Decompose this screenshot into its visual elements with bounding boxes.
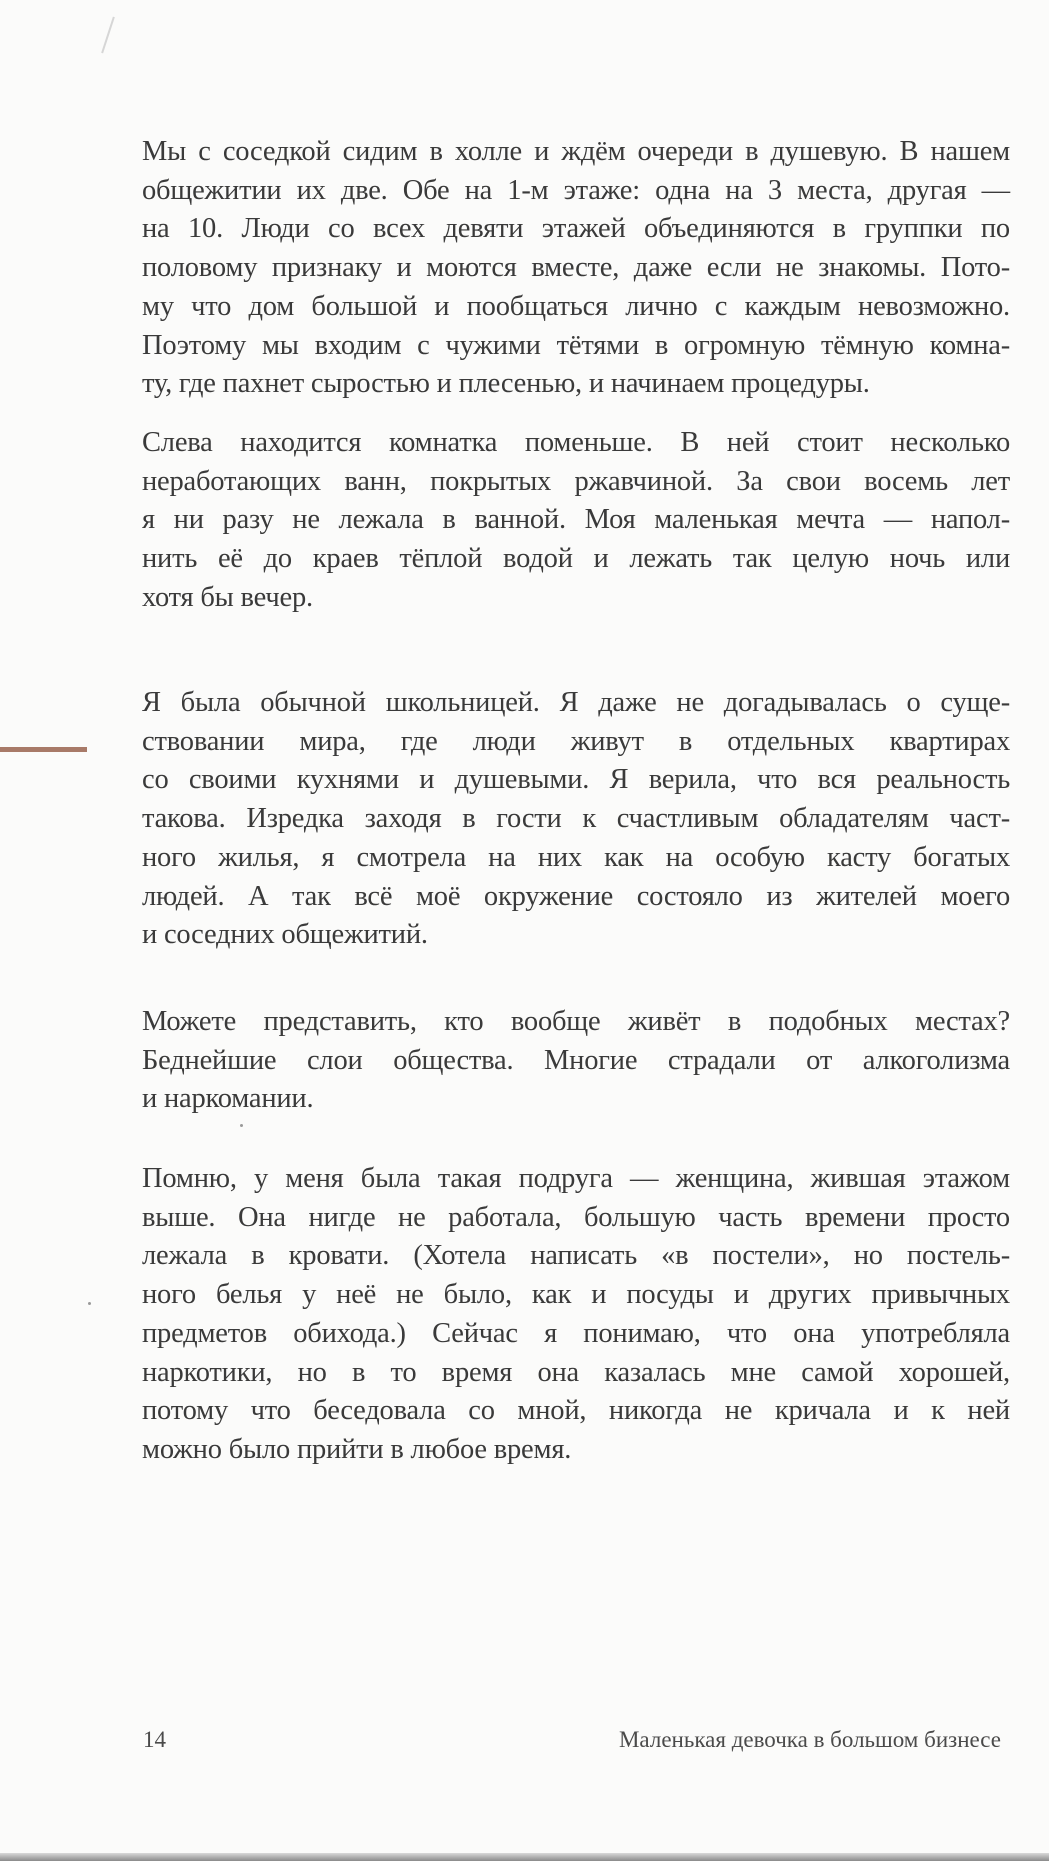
text-line: и наркомании.: [142, 1083, 314, 1115]
text-line: неработающих ванн, покрытых ржавчиной. За свои восемь лет: [142, 465, 1010, 497]
accent-bar: [0, 747, 87, 752]
text-line: Помню, у меня была такая подруга — женщина, жившая этажом: [142, 1163, 1010, 1194]
text-line: Слева находится комнатка поменьше. В ней стоит несколько: [142, 427, 1010, 458]
text-line: Можете представить, кто вообще живёт в подобных местах?: [142, 1006, 1010, 1037]
text-line: Беднейшие слои общества. Многие страдали от алкоголизма: [142, 1044, 1010, 1076]
text-line: Поэтому мы входим с чужими тётями в огромную тёмную комна-: [142, 329, 1010, 361]
text-line: и соседних общежитий.: [142, 919, 428, 951]
text-line: хотя бы вечер.: [142, 581, 313, 613]
text-line: ного жилья, я смотрела на них как на особую касту богатых: [142, 841, 1010, 873]
text-line: ствовании мира, где люди живут в отдельных квартирах: [142, 725, 1010, 757]
text-line: такова. Изредка заходя в гости к счастливым обладателям част-: [142, 803, 1010, 835]
paragraph-1: [142, 133, 1010, 404]
text-line: людей. А так всё моё окружение состояло из жителей моего: [142, 880, 1010, 912]
page-number: 14: [143, 1727, 166, 1752]
text-line: наркотики, но в то время она казалась мне самой хорошей,: [142, 1356, 1010, 1388]
text-line: со своими кухнями и душевыми. Я верила, что вся реальность: [142, 764, 1010, 796]
text-line: предметов обихода.) Сейчас я понимаю, что она употребляла: [142, 1317, 1010, 1349]
text-line: лежала в кровати. (Хотела написать «в постели», но постель-: [142, 1240, 1010, 1272]
scan-speck: [88, 1302, 91, 1305]
text-line: на 10. Люди со всех девяти этажей объединяются в группки по: [142, 213, 1010, 245]
text-line: половому признаку и моются вместе, даже если не знакомы. Пото-: [142, 252, 1010, 284]
running-title: Маленькая девочка в большом бизнесе: [618, 1727, 1001, 1752]
scan-scratch: [101, 17, 115, 54]
text-line: выше. Она нигде не работала, большую часть времени просто: [142, 1201, 1010, 1233]
page-bottom-edge: [0, 1853, 1049, 1861]
text-line: му что дом большой и пообщаться лично с каждым невозможно.: [142, 290, 1010, 322]
paragraph-2: [142, 424, 1010, 618]
text-line: потому что беседовала со мной, никогда не кричала и к ней: [142, 1395, 1010, 1427]
text-line: Я была обычной школьницей. Я даже не догадывалась о суще-: [142, 687, 1010, 718]
text-line: ту, где пахнет сыростью и плесенью, и начинаем процедуры.: [142, 368, 870, 400]
text-line: ного белья у неё не было, как и посуды и других привычных: [142, 1279, 1010, 1311]
scan-speck: [240, 1124, 243, 1127]
text-line: нить её до краев тёплой водой и лежать так целую ночь или: [142, 543, 1010, 575]
text-line: Мы с соседкой сидим в холле и ждём очереди в душевую. В нашем: [142, 136, 1010, 167]
paragraph-4: [142, 1003, 1010, 1119]
paragraph-5: [142, 1160, 1010, 1470]
text-line: можно было прийти в любое время.: [142, 1433, 572, 1465]
text-line: общежитии их две. Обе на 1-м этаже: одна на 3 места, другая —: [142, 174, 1010, 206]
text-line: я ни разу не лежала в ванной. Моя маленькая мечта — напол-: [142, 504, 1010, 536]
paragraph-3: [142, 684, 1010, 955]
